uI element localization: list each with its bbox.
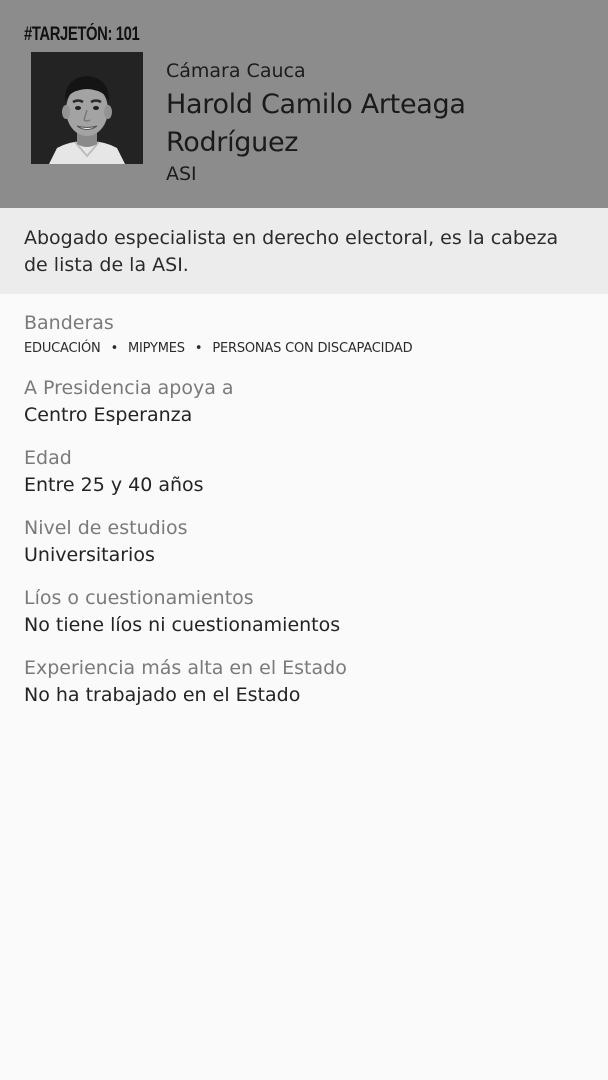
bandera-separator: •: [194, 341, 203, 356]
bandera-item: MIPYMES: [128, 341, 185, 356]
bandera-item: PERSONAS CON DISCAPACIDAD: [212, 341, 413, 356]
lios-label: Líos o cuestionamientos: [24, 587, 254, 609]
candidate-name: Harold Camilo Arteaga Rodríguez: [166, 89, 466, 158]
banderas-label: Banderas: [24, 312, 114, 334]
banderas-list: [24, 341, 412, 356]
candidate-summary: Abogado especialista en derecho electoral, es la cabeza de lista de la ASI.: [24, 227, 559, 276]
party-label: ASI: [166, 163, 197, 185]
estudios-value: Universitarios: [24, 544, 155, 566]
presidencia-label: A Presidencia apoya a: [24, 377, 234, 399]
estudios-label: Nivel de estudios: [24, 517, 188, 539]
presidencia-value: Centro Esperanza: [24, 404, 193, 426]
experiencia-value: No ha trabajado en el Estado: [24, 684, 301, 706]
candidate-header: [0, 0, 608, 208]
candidate-photo: [31, 52, 143, 164]
edad-value: Entre 25 y 40 años: [24, 474, 204, 496]
edad-label: Edad: [24, 447, 72, 469]
bandera-item: EDUCACIÓN: [24, 341, 101, 356]
chamber-label: Cámara Cauca: [166, 60, 306, 82]
bandera-separator: •: [110, 341, 119, 356]
experiencia-label: Experiencia más alta en el Estado: [24, 657, 347, 679]
tarjeton-number: #TARJETÓN: 101: [24, 24, 140, 45]
lios-value: No tiene líos ni cuestionamientos: [24, 614, 341, 636]
